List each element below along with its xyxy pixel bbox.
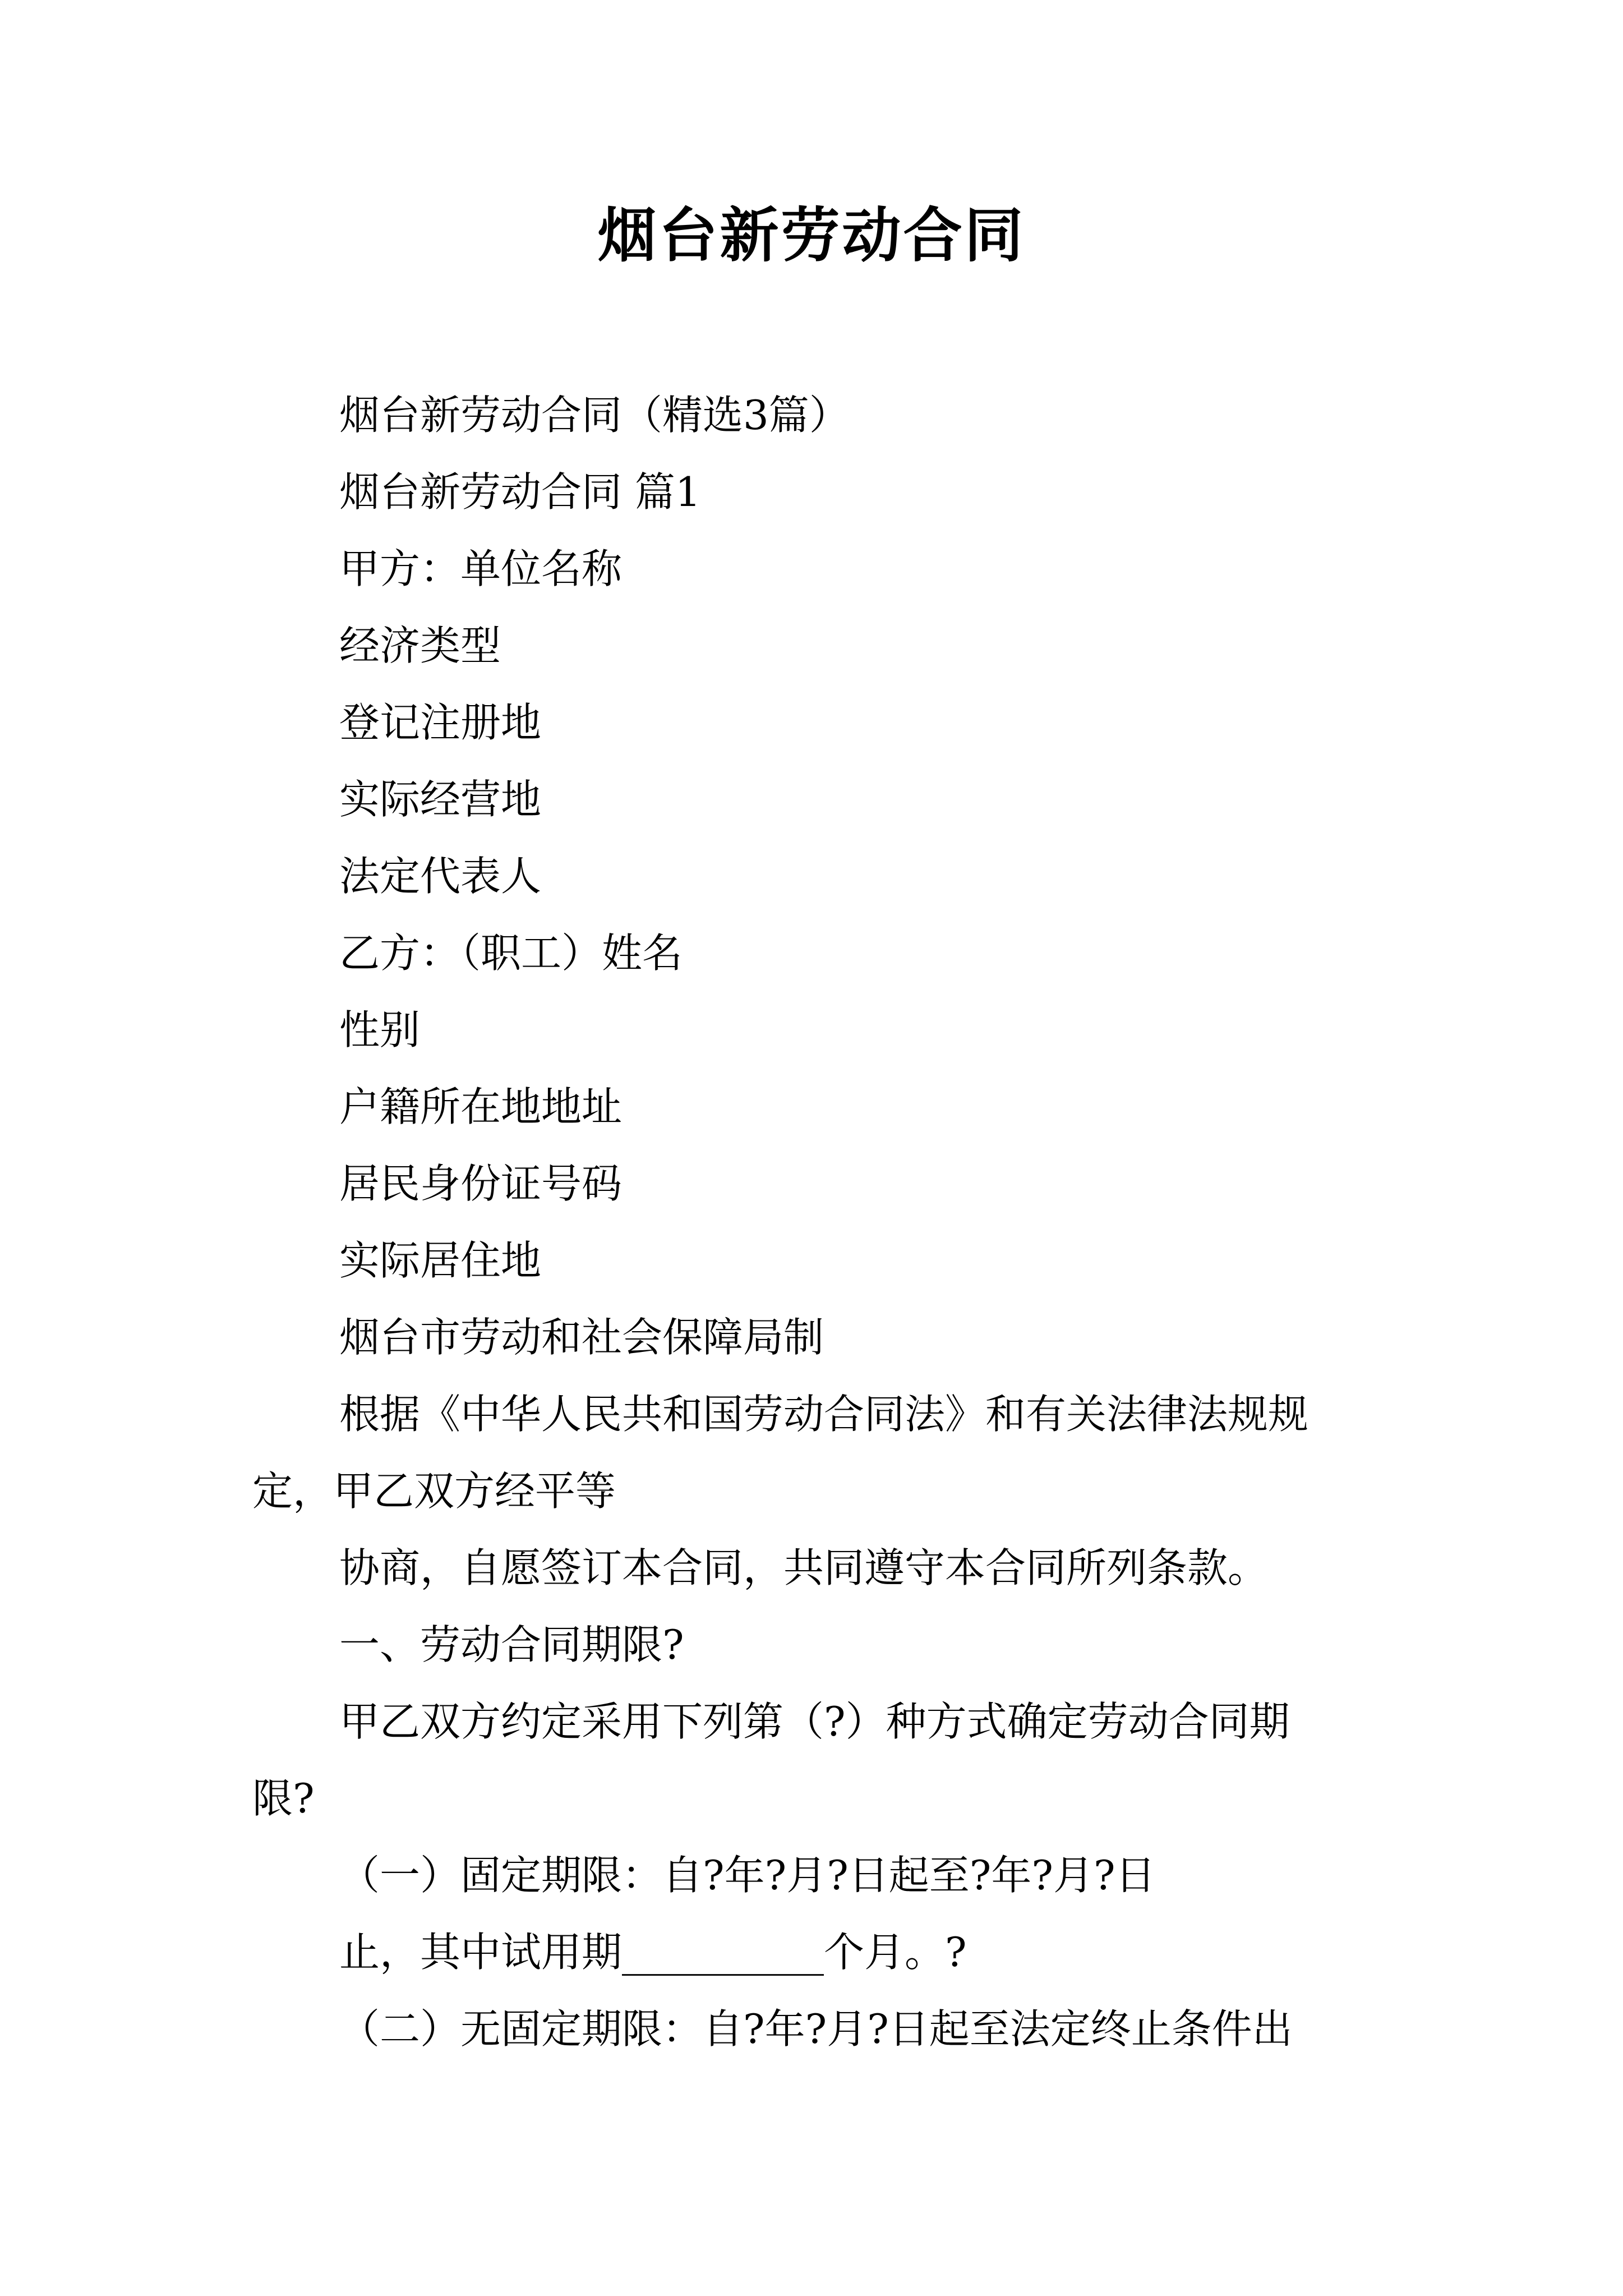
paragraph-line: 一、劳动合同期限? (339, 1621, 684, 1668)
paragraph-line: 限? (252, 1775, 315, 1822)
paragraph-line: 甲乙双方约定采用下列第（?）种方式确定劳动合同期 (339, 1698, 1290, 1745)
paragraph-line: 登记注册地 (339, 699, 542, 746)
paragraph-line: 性别 (339, 1006, 421, 1053)
paragraph-line: 烟台市劳动和社会保障局制 (339, 1314, 824, 1361)
paragraph-line: （二）无固定期限：自?年?月?日起至法定终止条件出 (339, 2005, 1293, 2053)
paragraph-line: 止，其中试用期__________个月。? (339, 1929, 967, 1976)
paragraph-line: 居民身份证号码 (339, 1160, 623, 1207)
paragraph-line: 法定代表人 (339, 853, 542, 900)
paragraph-line: 烟台新劳动合同（精选3篇） (339, 392, 850, 439)
paragraph-line: （一）固定期限：自?年?月?日起至?年?月?日 (339, 1852, 1156, 1899)
paragraph-line: 甲方：单位名称 (339, 545, 623, 592)
paragraph-line: 烟台新劳动合同 篇1 (339, 468, 701, 516)
paragraph-line: 实际经营地 (339, 776, 542, 823)
paragraph-line: 户籍所在地地址 (339, 1083, 623, 1130)
document-title: 烟台新劳动合同 (597, 201, 1026, 270)
document-body (252, 377, 1374, 2068)
paragraph-line: 实际居住地 (339, 1237, 542, 1284)
paragraph-line: 协商，自愿签订本合同，共同遵守本合同所列条款。 (339, 1544, 1269, 1591)
paragraph-line: 乙方：（职工）姓名 (339, 930, 683, 977)
paragraph-line: 定，甲乙双方经平等 (252, 1467, 616, 1515)
paragraph-line: 经济类型 (339, 622, 501, 669)
paragraph-line: 根据《中华人民共和国劳动合同法》和有关法律法规规 (339, 1391, 1309, 1438)
